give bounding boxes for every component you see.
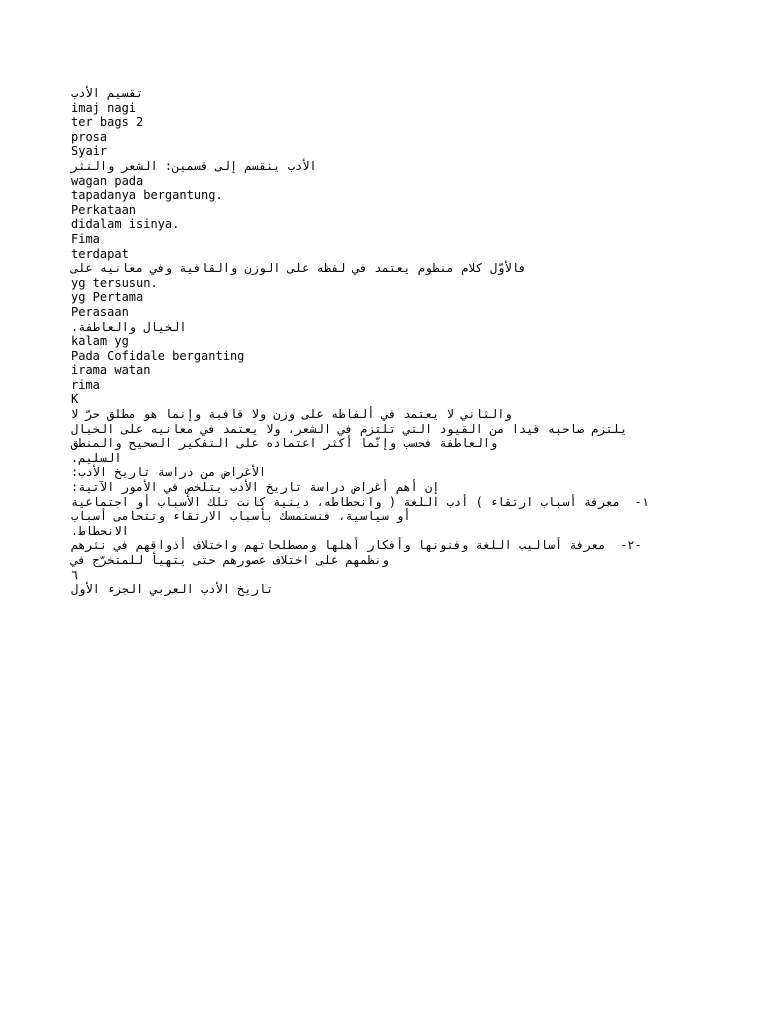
- text-line: فالأوّل كلام منظوم يعتمد في لفظه على الوزن والقافية وفي معانيه على: [71, 261, 527, 276]
- text-line: didalam isinya.: [71, 217, 180, 232]
- text-line: أو سياسية، فنستمسك بأسباب الارتقاء وتتحامى أسباب: [71, 509, 411, 524]
- text-line: يلتزم صاحبه قيدا من القيود التي تلتزم في الشعر، ولا يعتمد في معانيه على الخيال: [71, 421, 635, 436]
- text-line: kalam yg: [71, 334, 129, 349]
- text-line: Fima: [71, 231, 100, 246]
- text-line: wagan pada: [71, 173, 144, 188]
- text-line: Perkataan: [71, 202, 137, 217]
- heading-line: تقسيم الأدب: [71, 86, 144, 100]
- text-line: والعاطفة فحسب وإنّما أكثر اعتماده على التفكير الصحيح والمنطق: [71, 436, 498, 451]
- text-line: Pada Cofidale berganting: [71, 348, 245, 363]
- text-line: irama watan: [71, 363, 151, 378]
- list-item-line: -٢- معرفة أساليب اللغة وفنونها وأفكار أهلها ومصطلحاتهم واختلاف أذواقهم في نثرهم: [71, 538, 642, 553]
- text-line: إن أهم أغراض دراسة تاريخ الأدب يتلخص في الأمور الآتية:: [71, 480, 440, 495]
- text-line: prosa: [71, 129, 108, 144]
- text-line: K: [71, 392, 79, 407]
- text-line: ter bags 2: [71, 115, 144, 130]
- section-heading-line: الأغراض من دراسة تاريخ الأدب:: [71, 465, 267, 480]
- document-text: [71, 86, 701, 597]
- text-line: Perasaan: [71, 304, 129, 319]
- text-line: yg tersusun.: [71, 275, 158, 290]
- text-line: الخيال والعاطفة.: [71, 319, 187, 334]
- page-number: ٦: [71, 567, 79, 582]
- text-line: tapadanya bergantung.: [71, 188, 223, 203]
- text-line: yg Pertama: [71, 290, 144, 305]
- list-item-line: ١- معرفة أسباب ارتقاء ) أدب اللغة ( وانحطاطه، دينية كانت تلك الأسباب أو اجتماعية: [71, 494, 649, 509]
- text-line: والثاني لا يعتمد في ألفاظه على وزن ولا قافية وإنما هو مطلق حرّ لا: [71, 407, 512, 422]
- text-line: ونظمهم على اختلاف عصورهم حتى يتهيأ للمتخرّج في: [71, 553, 389, 567]
- text-line: imaj nagi: [71, 100, 137, 115]
- text-line: Syair: [71, 144, 108, 159]
- text-line: السليم.: [71, 450, 122, 465]
- text-line: الانحطاط.: [71, 523, 129, 538]
- text-line: الأدب ينقسم إلى قسمين: الشعر والنثر: [71, 158, 317, 173]
- text-line: rima: [71, 377, 100, 392]
- footer-title: تاريخ الأدب العربي الجزء الأول: [71, 582, 274, 597]
- text-line: terdapat: [71, 246, 129, 261]
